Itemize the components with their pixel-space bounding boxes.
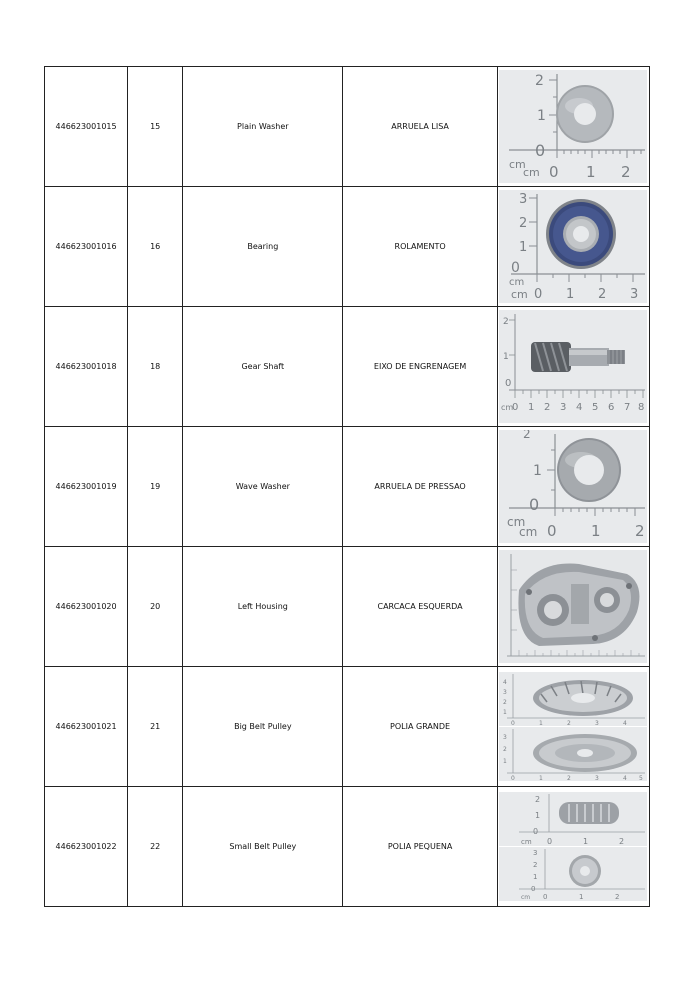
svg-text:0: 0 [511,720,516,726]
table-row [45,67,650,187]
part-photo-cell [497,307,649,427]
svg-text:2: 2 [567,720,572,726]
svg-text:1: 1 [533,873,538,881]
part-number: 16 [128,187,183,307]
svg-text:2: 2 [535,73,545,89]
part-code: 446623001022 [45,787,128,907]
svg-text:0: 0 [533,827,539,836]
svg-text:1: 1 [586,163,596,181]
svg-text:1: 1 [583,837,589,846]
svg-text:cm: cm [501,403,514,412]
table-row [45,307,650,427]
table-row [45,667,650,787]
part-code: 446623001018 [45,307,128,427]
svg-text:2: 2 [621,163,631,181]
svg-text:0: 0 [505,378,512,389]
part-name-en: Small Belt Pulley [183,787,343,907]
svg-text:1: 1 [503,709,508,716]
part-number: 20 [128,547,183,667]
svg-text:0: 0 [543,893,548,901]
part-name-pt: EIXO DE ENGRENAGEM [343,307,497,427]
svg-text:3: 3 [595,720,600,726]
svg-text:1: 1 [591,522,601,540]
svg-text:cm: cm [509,158,527,171]
table-row [45,187,650,307]
part-name-pt: POLIA GRANDE [343,667,497,787]
svg-text:2: 2 [535,795,541,804]
svg-text:3: 3 [560,402,567,413]
svg-text:2: 2 [503,746,508,753]
svg-text:4: 4 [623,775,628,781]
svg-text:3: 3 [595,775,600,781]
svg-text:4: 4 [576,402,583,413]
svg-text:0: 0 [511,775,516,781]
svg-text:2: 2 [503,699,508,706]
part-name-en: Left Housing [183,547,343,667]
svg-text:5: 5 [639,775,644,781]
part-photo-cell [497,67,649,187]
svg-text:1: 1 [503,352,510,362]
svg-text:3: 3 [533,849,538,857]
svg-text:cm: cm [511,288,529,301]
svg-text:cm: cm [507,515,526,529]
svg-text:2: 2 [635,522,645,540]
part-name-en: Plain Washer [183,67,343,187]
svg-text:0: 0 [512,402,519,413]
svg-text:2: 2 [567,775,572,781]
big-belt-pulley-photo-icon [499,672,647,726]
svg-text:2: 2 [544,402,551,413]
svg-text:2: 2 [615,893,620,901]
svg-text:0: 0 [547,837,553,846]
svg-text:0: 0 [534,287,543,302]
bearing-photo-icon [499,190,647,303]
svg-text:7: 7 [624,402,631,413]
part-code: 446623001020 [45,547,128,667]
part-number: 21 [128,667,183,787]
parts-table [44,66,650,907]
svg-text:cm: cm [509,277,525,288]
part-number: 18 [128,307,183,427]
svg-text:1: 1 [535,811,541,820]
part-photo-cell [497,667,649,787]
svg-text:1: 1 [539,720,544,726]
svg-text:5: 5 [592,402,599,413]
left-housing-photo-icon [499,550,647,663]
svg-text:0: 0 [535,141,546,160]
svg-text:2: 2 [519,216,528,231]
part-name-pt: CARCACA ESQUERDA [343,547,497,667]
svg-text:1: 1 [503,758,508,765]
svg-text:0: 0 [547,522,557,540]
big-belt-pulley-back-photo-icon [499,727,647,781]
part-name-pt: ROLAMENTO [343,187,497,307]
part-name-pt: POLIA PEQUENA [343,787,497,907]
svg-text:2: 2 [503,317,510,327]
svg-text:2: 2 [619,837,625,846]
part-number: 22 [128,787,183,907]
table-row [45,547,650,667]
table-row [45,787,650,907]
small-belt-pulley-washer-photo-icon [499,847,647,901]
svg-text:2: 2 [523,430,531,441]
table-row [45,427,650,547]
svg-text:1: 1 [539,775,544,781]
svg-text:3: 3 [519,192,528,207]
part-photo-cell [497,787,649,907]
svg-text:cm: cm [521,838,533,846]
part-code: 446623001019 [45,427,128,547]
svg-text:cm: cm [523,166,541,179]
svg-text:1: 1 [579,893,584,901]
svg-text:1: 1 [566,287,575,302]
part-name-en: Wave Washer [183,427,343,547]
svg-text:1: 1 [528,402,535,413]
svg-text:0: 0 [531,885,536,893]
plain-washer-photo-icon [499,70,647,183]
part-name-en: Gear Shaft [183,307,343,427]
svg-text:cm: cm [519,525,538,539]
svg-text:3: 3 [503,689,508,696]
svg-text:2: 2 [598,287,607,302]
part-photo-cell [497,187,649,307]
part-name-en: Big Belt Pulley [183,667,343,787]
svg-text:4: 4 [503,679,508,686]
small-belt-pulley-photo-icon [499,792,647,846]
part-name-pt: ARRUELA LISA [343,67,497,187]
svg-text:8: 8 [638,402,645,413]
gear-shaft-photo-icon [499,310,647,423]
wave-washer-photo-icon [499,430,647,543]
svg-text:cm: cm [521,894,531,901]
part-code: 446623001021 [45,667,128,787]
svg-text:1: 1 [533,463,543,479]
svg-text:6: 6 [608,402,615,413]
part-photo-cell [497,547,649,667]
svg-text:3: 3 [503,734,508,741]
svg-text:0: 0 [549,163,559,181]
svg-text:1: 1 [519,240,528,255]
part-photo-cell [497,427,649,547]
svg-text:3: 3 [630,287,639,302]
svg-text:2: 2 [533,861,538,869]
part-name-en: Bearing [183,187,343,307]
svg-text:4: 4 [623,720,628,726]
part-code: 446623001015 [45,67,128,187]
part-number: 19 [128,427,183,547]
part-code: 446623001016 [45,187,128,307]
svg-text:1: 1 [537,108,547,124]
svg-text:0: 0 [529,495,540,514]
part-name-pt: ARRUELA DE PRESSAO [343,427,497,547]
part-number: 15 [128,67,183,187]
svg-text:0: 0 [511,260,521,276]
